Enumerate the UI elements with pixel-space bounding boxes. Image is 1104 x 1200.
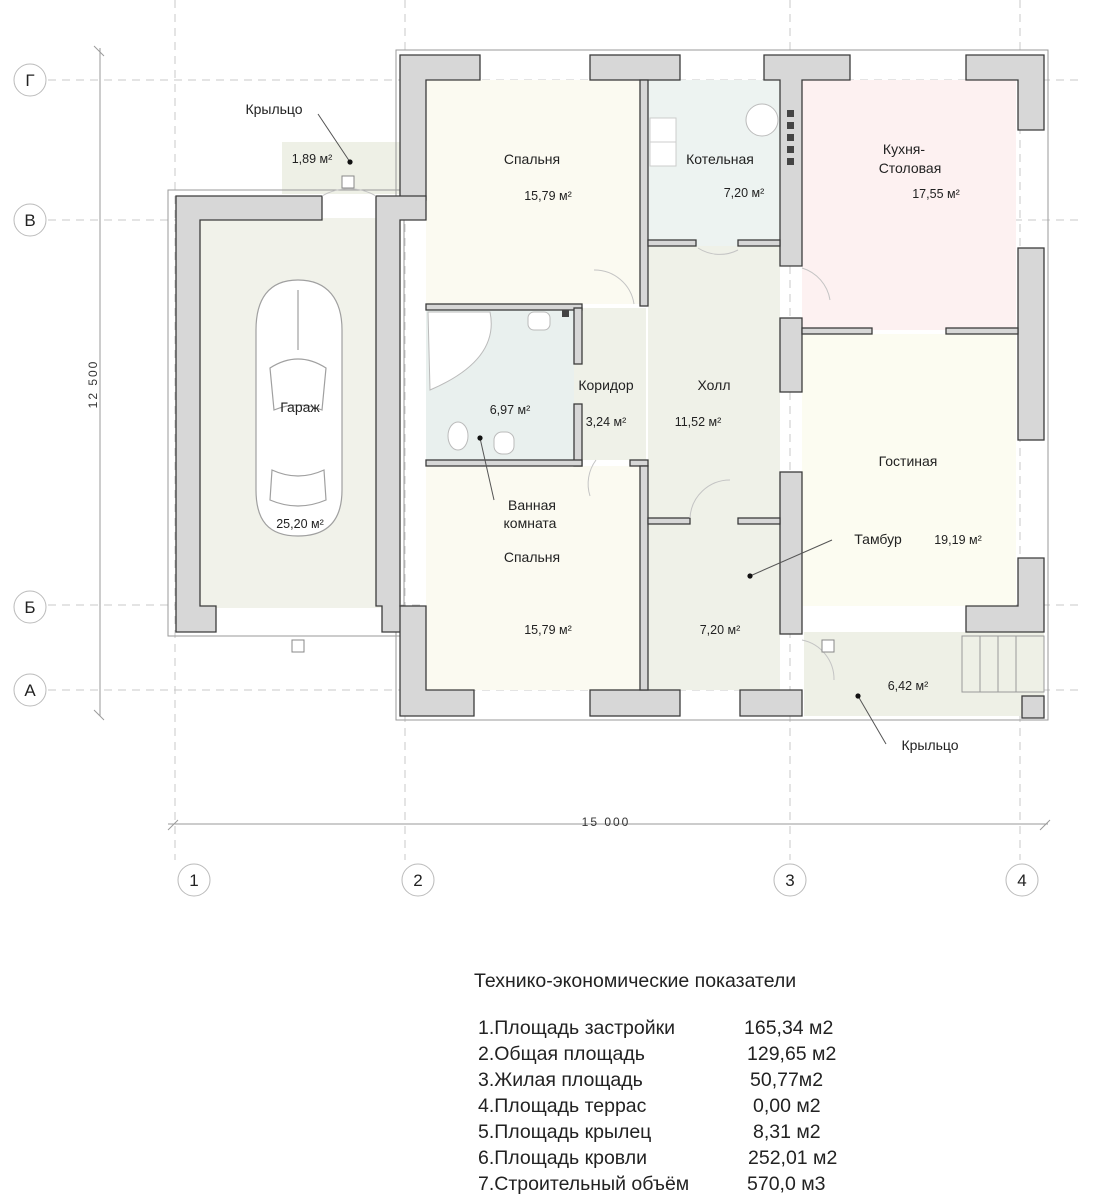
axis-row-b: Б [24, 598, 36, 617]
axis-col-2: 2 [413, 871, 423, 890]
lamp-bottom [822, 640, 834, 652]
indicator-name: 7.Строительный объём [478, 1173, 690, 1195]
indicator-row [474, 1067, 894, 1093]
vestibule-floor [648, 522, 780, 690]
indicator-row [474, 1145, 894, 1171]
axis-row-a: А [24, 681, 36, 700]
vestibule-label: Тамбур [854, 531, 902, 547]
axis-row-v: В [24, 211, 36, 230]
water-heater [746, 104, 778, 136]
indicator-value: 0,00 м2 [753, 1095, 821, 1117]
bedroom1-area: 15,79 м² [524, 189, 572, 203]
corridor-area: 3,24 м² [585, 415, 627, 429]
living-floor [802, 334, 1016, 606]
indicator-value: 252,01 м2 [748, 1147, 838, 1169]
indicator-name: 2.Общая площадь [478, 1043, 645, 1065]
indicators-title: Технико-экономические показатели [474, 970, 797, 992]
porch-bottom-area: 6,42 м² [887, 679, 929, 693]
axis-col-1: 1 [189, 871, 199, 890]
indicator-row [474, 1171, 894, 1197]
porch-top-label: Крыльцо [245, 101, 303, 117]
kitchen-label-line1: Кухня- [882, 141, 926, 157]
indicator-name: 6.Площадь кровли [478, 1147, 647, 1169]
hall-area: 11,52 м² [674, 415, 722, 429]
bath-label-line2: комната [503, 515, 557, 531]
indicator-row [474, 1041, 894, 1067]
indicator-value: 8,31 м2 [753, 1121, 821, 1143]
kitchen-label-line2: Столовая [878, 160, 942, 176]
bath-label-line1: Ванная [508, 497, 556, 513]
boiler-label: Котельная [686, 151, 754, 167]
indicator-name: 3.Жилая площадь [478, 1069, 643, 1091]
sink [494, 432, 514, 454]
lamp-top [342, 176, 354, 188]
indicator-name: 5.Площадь крылец [478, 1121, 652, 1143]
dim-depth: 12 500 [86, 359, 100, 409]
indicator-row [474, 1093, 894, 1119]
hall-label: Холл [697, 377, 731, 393]
indicator-name: 1.Площадь застройки [478, 1017, 676, 1039]
bedroom2-area: 15,79 м² [524, 623, 572, 637]
indicator-value: 570,0 м3 [747, 1173, 826, 1195]
lamp-garage [292, 640, 304, 652]
technical-indicators [474, 970, 894, 1197]
axis-col-4: 4 [1017, 871, 1027, 890]
indicator-value: 165,34 м2 [744, 1017, 834, 1039]
kitchen-floor [802, 80, 1016, 330]
porch-bottom-label: Крыльцо [901, 737, 959, 753]
indicator-value: 129,65 м2 [747, 1043, 837, 1065]
garage-label: Гараж [280, 399, 320, 415]
axis-col-3: 3 [785, 871, 795, 890]
porch-top-floor [282, 142, 400, 194]
washbasin [528, 312, 550, 330]
bedroom2-label: Спальня [503, 549, 561, 565]
bedroom1-label: Спальня [503, 151, 561, 167]
indicator-row [474, 1015, 894, 1041]
living-area: 19,19 м² [934, 533, 982, 547]
bath-area: 6,97 м² [489, 403, 531, 417]
porch-bottom-floor [804, 632, 1044, 716]
axis-row-g: Г [25, 71, 35, 90]
vestibule-area: 7,20 м² [699, 623, 741, 637]
garage-area: 25,20 м² [276, 517, 324, 531]
vent [562, 310, 569, 317]
boiler-area: 7,20 м² [723, 186, 765, 200]
indicator-row [474, 1119, 894, 1145]
indicator-value: 50,77м2 [750, 1069, 824, 1091]
corridor-label: Коридор [578, 377, 634, 393]
living-label: Гостиная [878, 453, 938, 469]
kitchen-area: 17,55 м² [912, 187, 960, 201]
porch-top-area: 1,89 м² [291, 152, 333, 166]
toilet [448, 422, 468, 450]
indicator-name: 4.Площадь террас [478, 1095, 647, 1117]
dim-width: 15 000 [581, 815, 631, 829]
